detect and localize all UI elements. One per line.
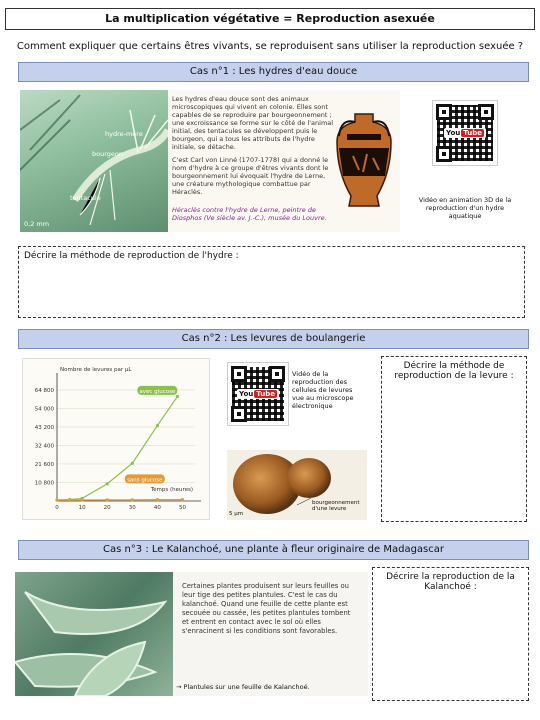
case1-header: Cas n°1 : Les hydres d'eau douce — [18, 62, 529, 82]
youtube-tube: Tube — [463, 129, 482, 137]
hydra-label-tentacle: tentacule — [70, 194, 101, 202]
chart-series-line-0 — [57, 396, 177, 500]
youtube-tube-2: Tube — [256, 390, 275, 398]
youtube-logo-icon-2 — [237, 389, 279, 399]
chart-point — [181, 498, 184, 501]
chart-point — [156, 498, 159, 501]
chart-series-line-1 — [57, 500, 182, 501]
case1-text2: C'est Carl von Linné (1707-1778) qui a donné le nom d'hydre à ce groupe d'êtres vivants dont le bourgeonnement lui évoquait l'hydre de Lerne, une créature mythologique combattue par Héraclès. — [172, 156, 329, 196]
yeast-photo-scale: 5 µm — [229, 511, 244, 517]
chart-xtick-label: 40 — [153, 505, 161, 511]
amphora-image — [333, 112, 395, 208]
qr-code-hydra[interactable] — [432, 100, 498, 166]
chart-point — [131, 462, 134, 465]
case3-text: Certaines plantes produisent sur leurs feuilles ou leur tige des petites plantules. C'est le cas du kalanchoé. Quand une feuille de cette plante est secouée ou cassée, les petites plantules tombent et entrent en contact avec le sol où elles s'enracinent si les conditions sont favorables. — [182, 582, 351, 635]
hydra-scale: 0,2 mm — [24, 220, 50, 228]
qr-caption-hydra: Vidéo en animation 3D de la reproduction d'un hydre aquatique — [418, 196, 512, 220]
chart-ytick-label: 43 200 — [34, 424, 54, 431]
hydra-illustration — [20, 90, 168, 232]
hydra-photo — [20, 90, 168, 232]
hydra-label-bud: bourgeon — [92, 150, 124, 158]
qr-code-yeast[interactable] — [227, 362, 289, 426]
chart-ytick-label: 64 800 — [34, 387, 54, 394]
chart-ytick-label: 32 400 — [34, 443, 54, 450]
main-question: Comment expliquer que certains êtres vivants, se reproduisent sans utiliser la reproduction sexuée ? — [16, 41, 524, 52]
chart-point — [55, 499, 58, 502]
chart-point — [80, 498, 83, 501]
kalanchoe-leaves-illustration — [15, 572, 173, 696]
youtube-you-2: You — [239, 390, 254, 398]
describe-yeast-prompt: Décrire la méthode de reproduction de la levure : — [394, 361, 514, 381]
youtube-you: You — [446, 129, 461, 137]
yeast-photo-label: bourgeonnement d'une levure — [312, 500, 360, 512]
chart-xtick-label: 20 — [103, 505, 111, 511]
chart-point — [176, 395, 179, 398]
case3-header: Cas n°3 : Le Kalanchoé, une plante à fleur originaire de Madagascar — [18, 540, 529, 560]
chart-point — [131, 498, 134, 501]
chart-xtick-label: 50 — [178, 505, 186, 511]
chart-ytick-label: 10 800 — [34, 480, 54, 487]
chart-point — [156, 424, 159, 427]
chart-point — [106, 498, 109, 501]
yeast-chart — [22, 358, 210, 520]
chart-ylabel: Nombre de levures par µL — [60, 367, 132, 373]
page-title: La multiplication végétative = Reproduction asexuée — [5, 8, 535, 30]
hydra-label-mother: hydre-mère — [105, 130, 143, 138]
chart-ytick-label: 54 000 — [34, 406, 54, 413]
describe-hydra-prompt: Décrire la méthode de reproduction de l'hydre : — [24, 251, 239, 261]
chart-xtick-label: 0 — [55, 505, 59, 511]
yeast-photo — [227, 450, 367, 520]
qr-caption-yeast: Vidéo de la reproduction des cellules de levures vue au microscope électronique — [292, 370, 354, 410]
youtube-logo-icon — [444, 128, 486, 138]
case1-caption: Héraclès contre l'hydre de Lerne, peintre de Diosphos (Ve siècle av. J.-C.), musée du Louvre. — [172, 206, 327, 222]
chart-point — [106, 482, 109, 485]
chart-xtick-label: 30 — [128, 505, 136, 511]
chart-xtick-label: 10 — [78, 505, 86, 511]
kalanchoe-photo — [15, 572, 173, 696]
chart-legend-label-0: avec glucose — [139, 388, 176, 395]
case1-text1: Les hydres d'eau douce sont des animaux microscopiques qui vivent en colonie. Elles sont capables de se reproduire par bourgeonnement ; une excroissance se forme sur le côté de l'animal initial, des tentacules se développent puis le bourgeon, qui a tous les attributs de l'hydre initiale, se détache. — [172, 95, 334, 151]
case2-header: Cas n°2 : Les levures de boulangerie — [18, 329, 529, 349]
yeast-chart-svg — [23, 359, 209, 519]
chart-ytick-label: 21 600 — [34, 461, 54, 468]
chart-xlabel: Temps (heures) — [150, 487, 193, 493]
case3-caption: → Plantules sur une feuille de Kalanchoé. — [176, 683, 310, 691]
chart-legend-label-1: sans glucose — [127, 477, 163, 484]
describe-kalanchoe-prompt: Décrire la reproduction de la Kalanchoé : — [386, 572, 515, 592]
